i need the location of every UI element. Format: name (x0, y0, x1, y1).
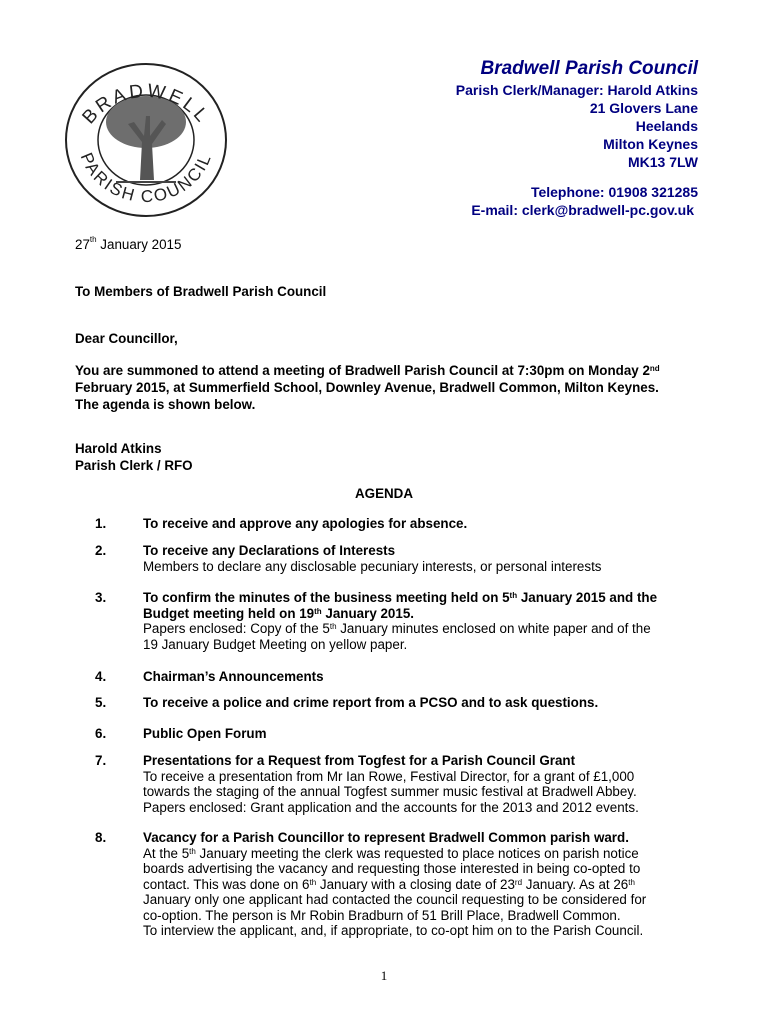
address-line: Heelands (635, 118, 698, 134)
agenda-item: 3. To confirm the minutes of the business meeting held on 5th January 2015 and the Budget meeting held on 19th January 2015. Papers enclosed: Copy of the 5th January minutes enclosed on white paper and of the 19 January Budget Meeting on yellow paper. (95, 590, 658, 652)
signature-block (75, 440, 193, 474)
agenda-item: 7. Presentations for a Request from Togfest for a Parish Council Grant To receive a presentation from Mr Ian Rowe, Festival Director, for a grant of £1,000 towards the staging of the annual Togfest summer music festival at Bradwell Abbey. Papers enclosed: Grant application and the accounts for the 2013 and 2012 events. (95, 753, 639, 815)
letterhead (456, 58, 698, 219)
agenda-item: 5. To receive a police and crime report from a PCSO and to ask questions. (95, 695, 599, 710)
agenda-item: 1. To receive and approve any apologies for absence. (95, 516, 468, 531)
page-number: 1 (380, 968, 388, 983)
telephone: Telephone: 01908 321285 (530, 184, 698, 200)
address-line: Milton Keynes (603, 136, 698, 152)
clerk-line: Parish Clerk/Manager: Harold Atkins (455, 82, 698, 98)
tree-icon (106, 96, 186, 182)
address-line: MK13 7LW (627, 154, 698, 170)
email-link[interactable]: E-mail: clerk@bradwell-pc.gov.uk (471, 202, 694, 218)
agenda-item: 8. Vacancy for a Parish Councillor to represent Bradwell Common parish ward. At the 5th January meeting the clerk was requested to place notices on parish notice boards advertising the vacancy and requesting those interested in being co-opted to contact. This was done on 6th January with a closing date of 23rd January. As at 26th January only one applicant had contacted the council requesting to be considered for co-option. The person is Mr Robin Bradburn of 51 Brill Place, Bradwell Common. To interview the applicant, and, if appropriate, to co-opt him on to the Parish Council. (95, 830, 647, 938)
agenda-item: 6. Public Open Forum (95, 726, 267, 741)
summons-paragraph: You are summoned to attend a meeting of Bradwell Parish Council at 7:30pm on Monday 2nd February 2015, at Summerfield School, Downley Avenue, Bradwell Common, Milton Keynes. The agenda is shown below. (75, 363, 660, 412)
salutation: Dear Councillor, (75, 331, 178, 346)
signature-name: Harold Atkins (75, 441, 162, 456)
logo-text-top: BRADWELL (78, 80, 214, 129)
recipient: To Members of Bradwell Parish Council (75, 284, 327, 299)
address-line: 21 Glovers Lane (589, 100, 698, 116)
signature-title: Parish Clerk / RFO (75, 458, 193, 473)
council-name: Bradwell Parish Council (480, 58, 698, 79)
agenda-item: 4. Chairman’s Announcements (95, 669, 324, 684)
agenda-item: 2. To receive any Declarations of Interests Members to declare any disclosable pecuniary interests, or personal interests (95, 543, 602, 574)
council-logo (62, 60, 230, 218)
logo-text-bottom: PARISH COUNCIL (76, 149, 216, 207)
letter-date: 27th January 2015 (75, 235, 182, 252)
agenda-title: AGENDA (354, 486, 414, 501)
